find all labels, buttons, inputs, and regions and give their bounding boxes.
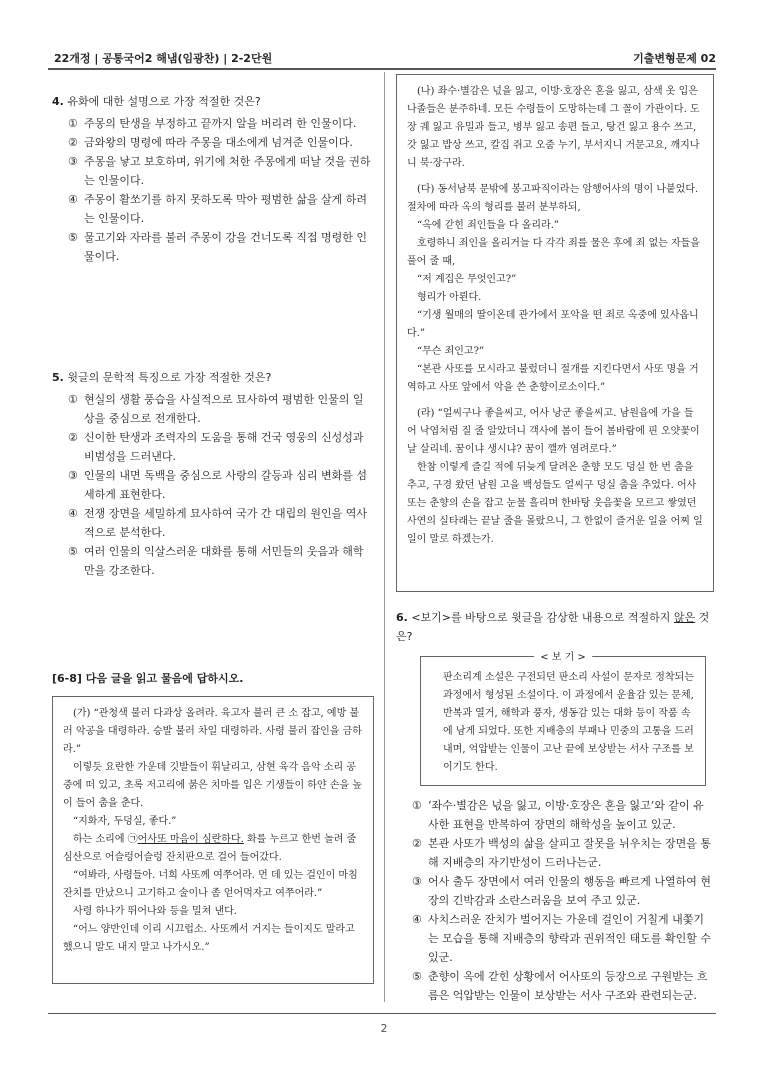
- header-rule: [48, 68, 716, 70]
- question-4-text: 유화에 대한 설명으로 가장 적절한 것은?: [67, 95, 261, 108]
- question-6-underlined: 않은: [673, 611, 696, 624]
- question-6-option-1[interactable]: [412, 796, 714, 834]
- question-4-option-5[interactable]: [68, 228, 374, 266]
- question-5-text: 윗글의 문학적 특징으로 가장 적절한 것은?: [67, 371, 272, 384]
- question-4-option-1[interactable]: [68, 114, 374, 133]
- option-text: 본관 사또가 백성의 삶을 살피고 잘못을 뉘우치는 장면을 통해 지배층의 자기반성이 드러나는군.: [428, 837, 711, 869]
- passage-ga-line: “지화자, 두덩실, 좋다.”: [73, 816, 177, 827]
- option-number: ①: [68, 117, 78, 130]
- passage-ga-line: “여봐라, 사령들아. 너희 사또께 여쭈어라. 먼 데 있는 걸인이 마침 잔치를 만났으니 고기하고 술이나 좀 얻어먹자고 여쭈어라.”: [63, 870, 358, 899]
- text-segment: 화를 누르고 한번 놀려 줄 심산으로 어슬렁어슬렁 잔치판으로 걸어 들어갔다.: [63, 834, 357, 863]
- page-number: 2: [380, 1022, 388, 1035]
- page-header: [48, 48, 716, 66]
- passage-da-line: “저 계집은 무엇인고?”: [417, 274, 517, 285]
- option-text: 전쟁 장면을 세밀하게 묘사하여 국가 간 대립의 원인을 역사적으로 분석한다.: [84, 507, 367, 539]
- header-course-info: 22개정 | 공통국어2 해냄(임광찬) | 2-2단원: [54, 52, 273, 65]
- question-5-option-1[interactable]: [68, 390, 374, 428]
- passage-da-line: “본관 사또를 모시라고 불렀더니 절개를 지킨다면서 사또 명을 거역하고 사또 앞에서 악을 쓴 춘향이로소이다.”: [407, 364, 699, 393]
- question-6-stem: [396, 608, 714, 646]
- text-segment: 하는 소리에: [73, 834, 128, 845]
- option-number: ③: [68, 469, 78, 482]
- option-text: 춘향이 옥에 갇힌 상황에서 어사또의 등장으로 구원받는 흐름은 억압받는 인물이 보상받는 서사 구조와 관련되는군.: [428, 970, 708, 1002]
- question-5-stem: [52, 368, 374, 387]
- option-number: ②: [68, 136, 78, 149]
- marker-a: ㉠: [127, 834, 138, 845]
- passage-na-da-ra: [396, 74, 714, 592]
- column-divider: [384, 72, 385, 1002]
- underlined-text: 어사또 마음이 심란하다.: [137, 834, 244, 845]
- question-6-option-3[interactable]: [412, 872, 714, 910]
- option-text: 금와왕의 명령에 따라 주몽을 대소에게 넘겨준 인물이다.: [84, 136, 353, 149]
- option-text: 주몽의 탄생을 부정하고 끝까지 알을 버리려 한 인물이다.: [84, 117, 357, 130]
- option-number: ②: [68, 431, 78, 444]
- question-5: [52, 368, 374, 580]
- question-6-text: <보기>를 바탕으로 윗글을 감상한 내용으로 적절하지: [411, 611, 674, 624]
- option-text: 여러 인물의 익살스러운 대화를 통해 서민들의 웃음과 해학만을 강조한다.: [84, 545, 364, 577]
- bogi-box-wrap: [420, 652, 706, 786]
- question-4-number: 4.: [52, 95, 64, 108]
- passage-da-line: 호령하니 죄인을 올리거늘 다 각각 죄를 물은 후에 죄 없는 자들을 풀어 줄 때,: [407, 238, 700, 267]
- passage-ga-line: “어느 양반인데 이리 시끄럽소. 사또께서 거지는 들이지도 말라고 했으니 말도 내지 말고 나가시오.”: [63, 924, 355, 953]
- passage-da-line: “무슨 죄인고?”: [417, 346, 485, 357]
- option-number: ①: [68, 393, 78, 406]
- option-text: 어사 출두 장면에서 여러 인물의 행동을 빠르게 나열하여 현장의 긴박감과 소란스러움을 보여 주고 있군.: [428, 875, 711, 907]
- question-5-option-2[interactable]: [68, 428, 374, 466]
- question-4: [52, 92, 374, 266]
- question-6-text-end: 것은?: [396, 611, 710, 643]
- bogi-label: < 보 기 >: [534, 648, 592, 667]
- passage-ga-line: 이렇듯 요란한 가운데 깃발들이 휘날리고, 삼현 육각 음악 소리 공중에 떠 있고, 초록 저고리에 붉은 치마를 입은 기생들이 하얀 손을 높이 들어 춤을 춘다.: [63, 762, 362, 809]
- question-6-option-2[interactable]: [412, 834, 714, 872]
- question-4-option-3[interactable]: [68, 152, 374, 190]
- option-number: ④: [68, 193, 78, 206]
- question-4-option-2[interactable]: [68, 133, 374, 152]
- right-column: [396, 74, 714, 1005]
- passage-ra-line: 한참 이렇게 즐길 적에 뒤늦게 달려온 춘향 모도 덩실 한 번 춤을 추고, 구경 왔던 남원 고을 백성들도 얼씨구 덩실 춤을 추었다. 어사또는 춘향의 손을 잡고 눈물 흘리며 한바탕 웃음꽃을 모르고 쌓였던 사연의 실타래는 끝날 줄을 몰랐으니, 그 한없이 즐거운 일을 어찌 일일이 말로 하겠는가.: [407, 462, 703, 545]
- passage-da-line: “기생 월매의 딸이온데 관가에서 포악을 떤 죄로 옥중에 있사옵니다.”: [407, 310, 699, 339]
- section-title: [6-8] 다음 글을 읽고 물음에 답하시오.: [52, 672, 244, 685]
- option-number: ①: [412, 799, 422, 812]
- question-5-option-4[interactable]: [68, 504, 374, 542]
- option-number: ⑤: [68, 231, 78, 244]
- passage-da-line: “옥에 갇힌 죄인들을 다 올리라.”: [417, 220, 560, 231]
- passage-ra-line: (라) “얼씨구나 좋을씨고, 어사 낭군 좋을씨고. 남원읍에 가을 들어 낙엽처럼 질 줄 알았더니 객사에 봄이 들어 봄바람에 핀 오얏꽃이 날 살리네. 꿈이냐 생시냐? 꿈이 깰까 염려로다.”: [407, 408, 700, 455]
- question-5-option-5[interactable]: [68, 542, 374, 580]
- question-6-option-5[interactable]: [412, 967, 714, 1005]
- option-text: 인물의 내면 독백을 중심으로 사랑의 갈등과 심리 변화를 섬세하게 표현한다.: [84, 469, 367, 501]
- option-text: ‘좌수·별감은 넋을 잃고, 이방·호장은 혼을 잃고’와 같이 유사한 표현을 반복하여 장면의 해학성을 높이고 있군.: [428, 799, 704, 831]
- question-6-number: 6.: [396, 611, 408, 624]
- passage-ga-line: 사령 하나가 뛰어나와 등을 밀쳐 낸다.: [73, 906, 237, 917]
- option-text: 물고기와 자라를 불러 주몽이 강을 건너도록 직접 명령한 인물이다.: [84, 231, 367, 263]
- option-number: ③: [68, 155, 78, 168]
- header-exam-title: 기출변형문제 02: [633, 52, 716, 65]
- option-number: ②: [412, 837, 422, 850]
- footer-rule: [48, 1013, 716, 1014]
- question-5-number: 5.: [52, 371, 64, 384]
- option-text: 주몽이 활쏘기를 하지 못하도록 막아 평범한 삶을 살게 하려는 인물이다.: [84, 193, 367, 225]
- option-number: ⑤: [68, 545, 78, 558]
- bogi-box: 판소리계 소설은 구전되던 판소리 사설이 문자로 정착되는 과정에서 형성된 소설이다. 이 과정에서 운율감 있는 문체, 반복과 열거, 해학과 풍자, 생동감 있는 대화 등이 작품 속에 남게 되었다. 또한 지배층의 부패나 민중의 고통을 드러내며, 억압받는 인물이 고난 끝에 보상받는 서사 구조를 보이기도 한다.: [420, 656, 706, 786]
- option-text: 주몽을 낳고 보호하며, 위기에 처한 주몽에게 떠날 것을 권하는 인물이다.: [84, 155, 371, 187]
- passage-ga-line: (가) “관청색 불러 다과상 올려라. 육고자 불러 큰 소 잡고, 예방 불러 악공을 대령하라. 승발 불러 차일 대령하라. 사령 불러 잡인을 금하라.”: [63, 708, 362, 755]
- passage-ga: [52, 696, 374, 984]
- option-text: 신이한 탄생과 조력자의 도움을 통해 건국 영웅의 신성성과 비범성을 드러낸다.: [84, 431, 364, 463]
- passage-da-line: 형리가 아뢴다.: [417, 292, 482, 303]
- question-4-stem: [52, 92, 374, 111]
- option-number: ③: [412, 875, 422, 888]
- option-text: 사치스러운 잔치가 벌어지는 가운데 걸인이 거칠게 내쫓기는 모습을 통해 지배층의 향락과 권위적인 태도를 확인할 수 있군.: [428, 913, 711, 964]
- question-4-option-4[interactable]: [68, 190, 374, 228]
- passage-da-line: (다) 동서남북 문밖에 봉고파직이라는 암행어사의 명이 나붙었다. 절차에 따라 옥의 형리를 불러 분부하되,: [407, 184, 699, 213]
- option-number: ④: [412, 913, 422, 926]
- question-6: [396, 608, 714, 1005]
- question-6-option-4[interactable]: [412, 910, 714, 967]
- left-column: [52, 92, 374, 984]
- passage-na: (나) 좌수·별감은 넋을 잃고, 이방·호장은 혼을 잃고, 삼색 옷 입은 나졸들은 분주하네. 모든 수령들이 도망하는데 그 꼴이 가관이다. 도장 궤 잃고 유밀과 들고, 병부 잃고 송편 들고, 탕건 잃고 용수 쓰고, 갓 잃고 밥상 쓰고, 칼집 쥐고 오줌 누기, 부서지니 거문고요, 깨지나니 북·장구라.: [407, 86, 700, 169]
- option-number: ⑤: [412, 970, 422, 983]
- question-5-option-3[interactable]: [68, 466, 374, 504]
- option-text: 현실의 생활 풍습을 사실적으로 묘사하여 평범한 인물의 일상을 중심으로 전개한다.: [84, 393, 364, 425]
- passage-ga-line-marked: [63, 831, 363, 867]
- option-number: ④: [68, 507, 78, 520]
